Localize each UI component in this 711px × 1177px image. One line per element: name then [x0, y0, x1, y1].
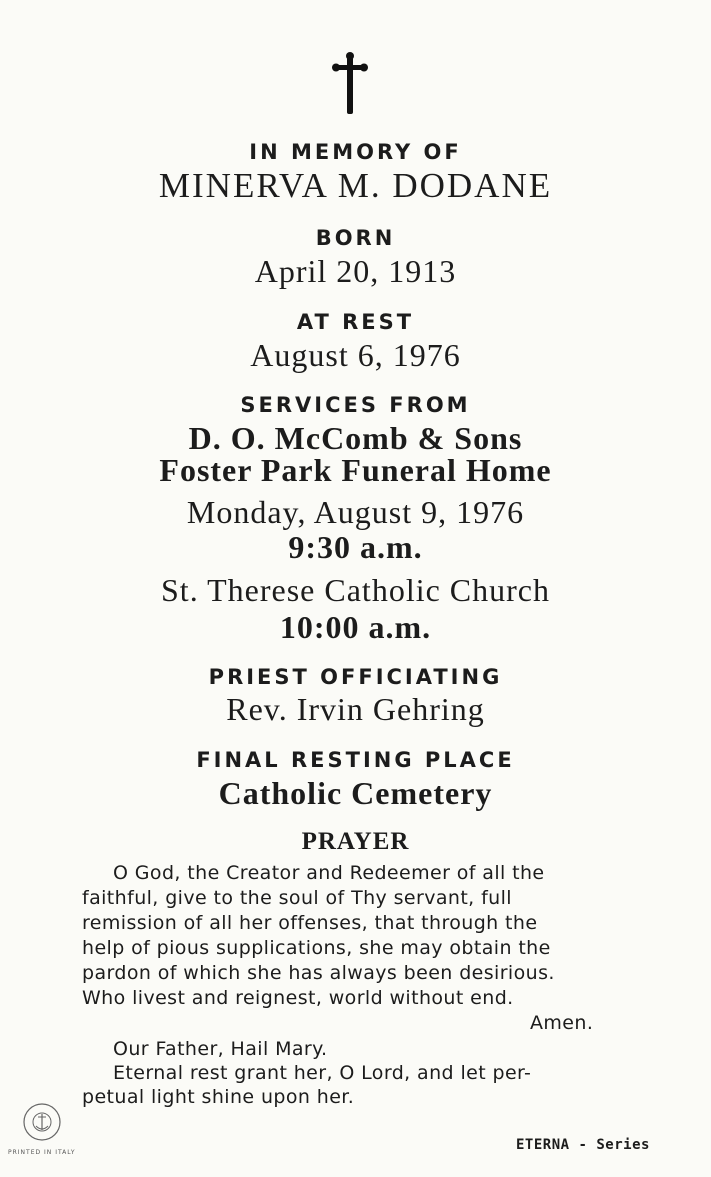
priest-label: PRIEST OFFICIATING	[208, 665, 503, 689]
services-time: 9:30 a.m.	[288, 529, 423, 565]
services-date: Monday, August 9, 1976	[186, 494, 525, 530]
funeral-home-line1: D. O. McComb & Sons	[188, 420, 523, 456]
closing-line: Our Father, Hail Mary.	[113, 1038, 328, 1060]
closing-line: petual light shine upon her.	[82, 1086, 355, 1108]
prayer-title: PRAYER	[301, 828, 410, 855]
closing-line: Eternal rest grant her, O Lord, and let per-	[113, 1062, 532, 1084]
resting-place: Catholic Cemetery	[218, 775, 493, 811]
prayer-line: O God, the Creator and Redeemer of all the	[113, 862, 545, 884]
church-time: 10:00 a.m.	[279, 609, 432, 645]
prayer-line: Who livest and reignest, world without end.	[82, 987, 514, 1009]
seal-caption: PRINTED IN ITALY	[8, 1149, 76, 1156]
prayer-amen: Amen.	[530, 1012, 594, 1034]
series-label: ETERNA - Series	[516, 1137, 650, 1153]
publisher-seal-icon	[10, 1098, 74, 1154]
at-rest-date: August 6, 1976	[250, 337, 461, 373]
services-label: SERVICES FROM	[240, 393, 471, 417]
prayer-line: help of pious supplications, she may obtain the	[82, 937, 551, 959]
church-name: St. Therese Catholic Church	[161, 572, 550, 608]
at-rest-label: AT REST	[296, 310, 415, 334]
priest-name: Rev. Irvin Gehring	[226, 691, 485, 727]
cross-icon	[330, 52, 370, 116]
in-memory-label: IN MEMORY OF	[249, 140, 462, 164]
resting-place-label: FINAL RESTING PLACE	[196, 748, 515, 772]
prayer-line: remission of all her offenses, that through the	[82, 912, 538, 934]
prayer-line: pardon of which she has always been desirious.	[82, 962, 555, 984]
born-date: April 20, 1913	[254, 253, 457, 289]
funeral-home-line2: Foster Park Funeral Home	[159, 452, 552, 488]
deceased-name: MINERVA M. DODANE	[158, 166, 553, 205]
prayer-line: faithful, give to the soul of Thy servant, full	[82, 887, 512, 909]
born-label: BORN	[315, 226, 396, 250]
